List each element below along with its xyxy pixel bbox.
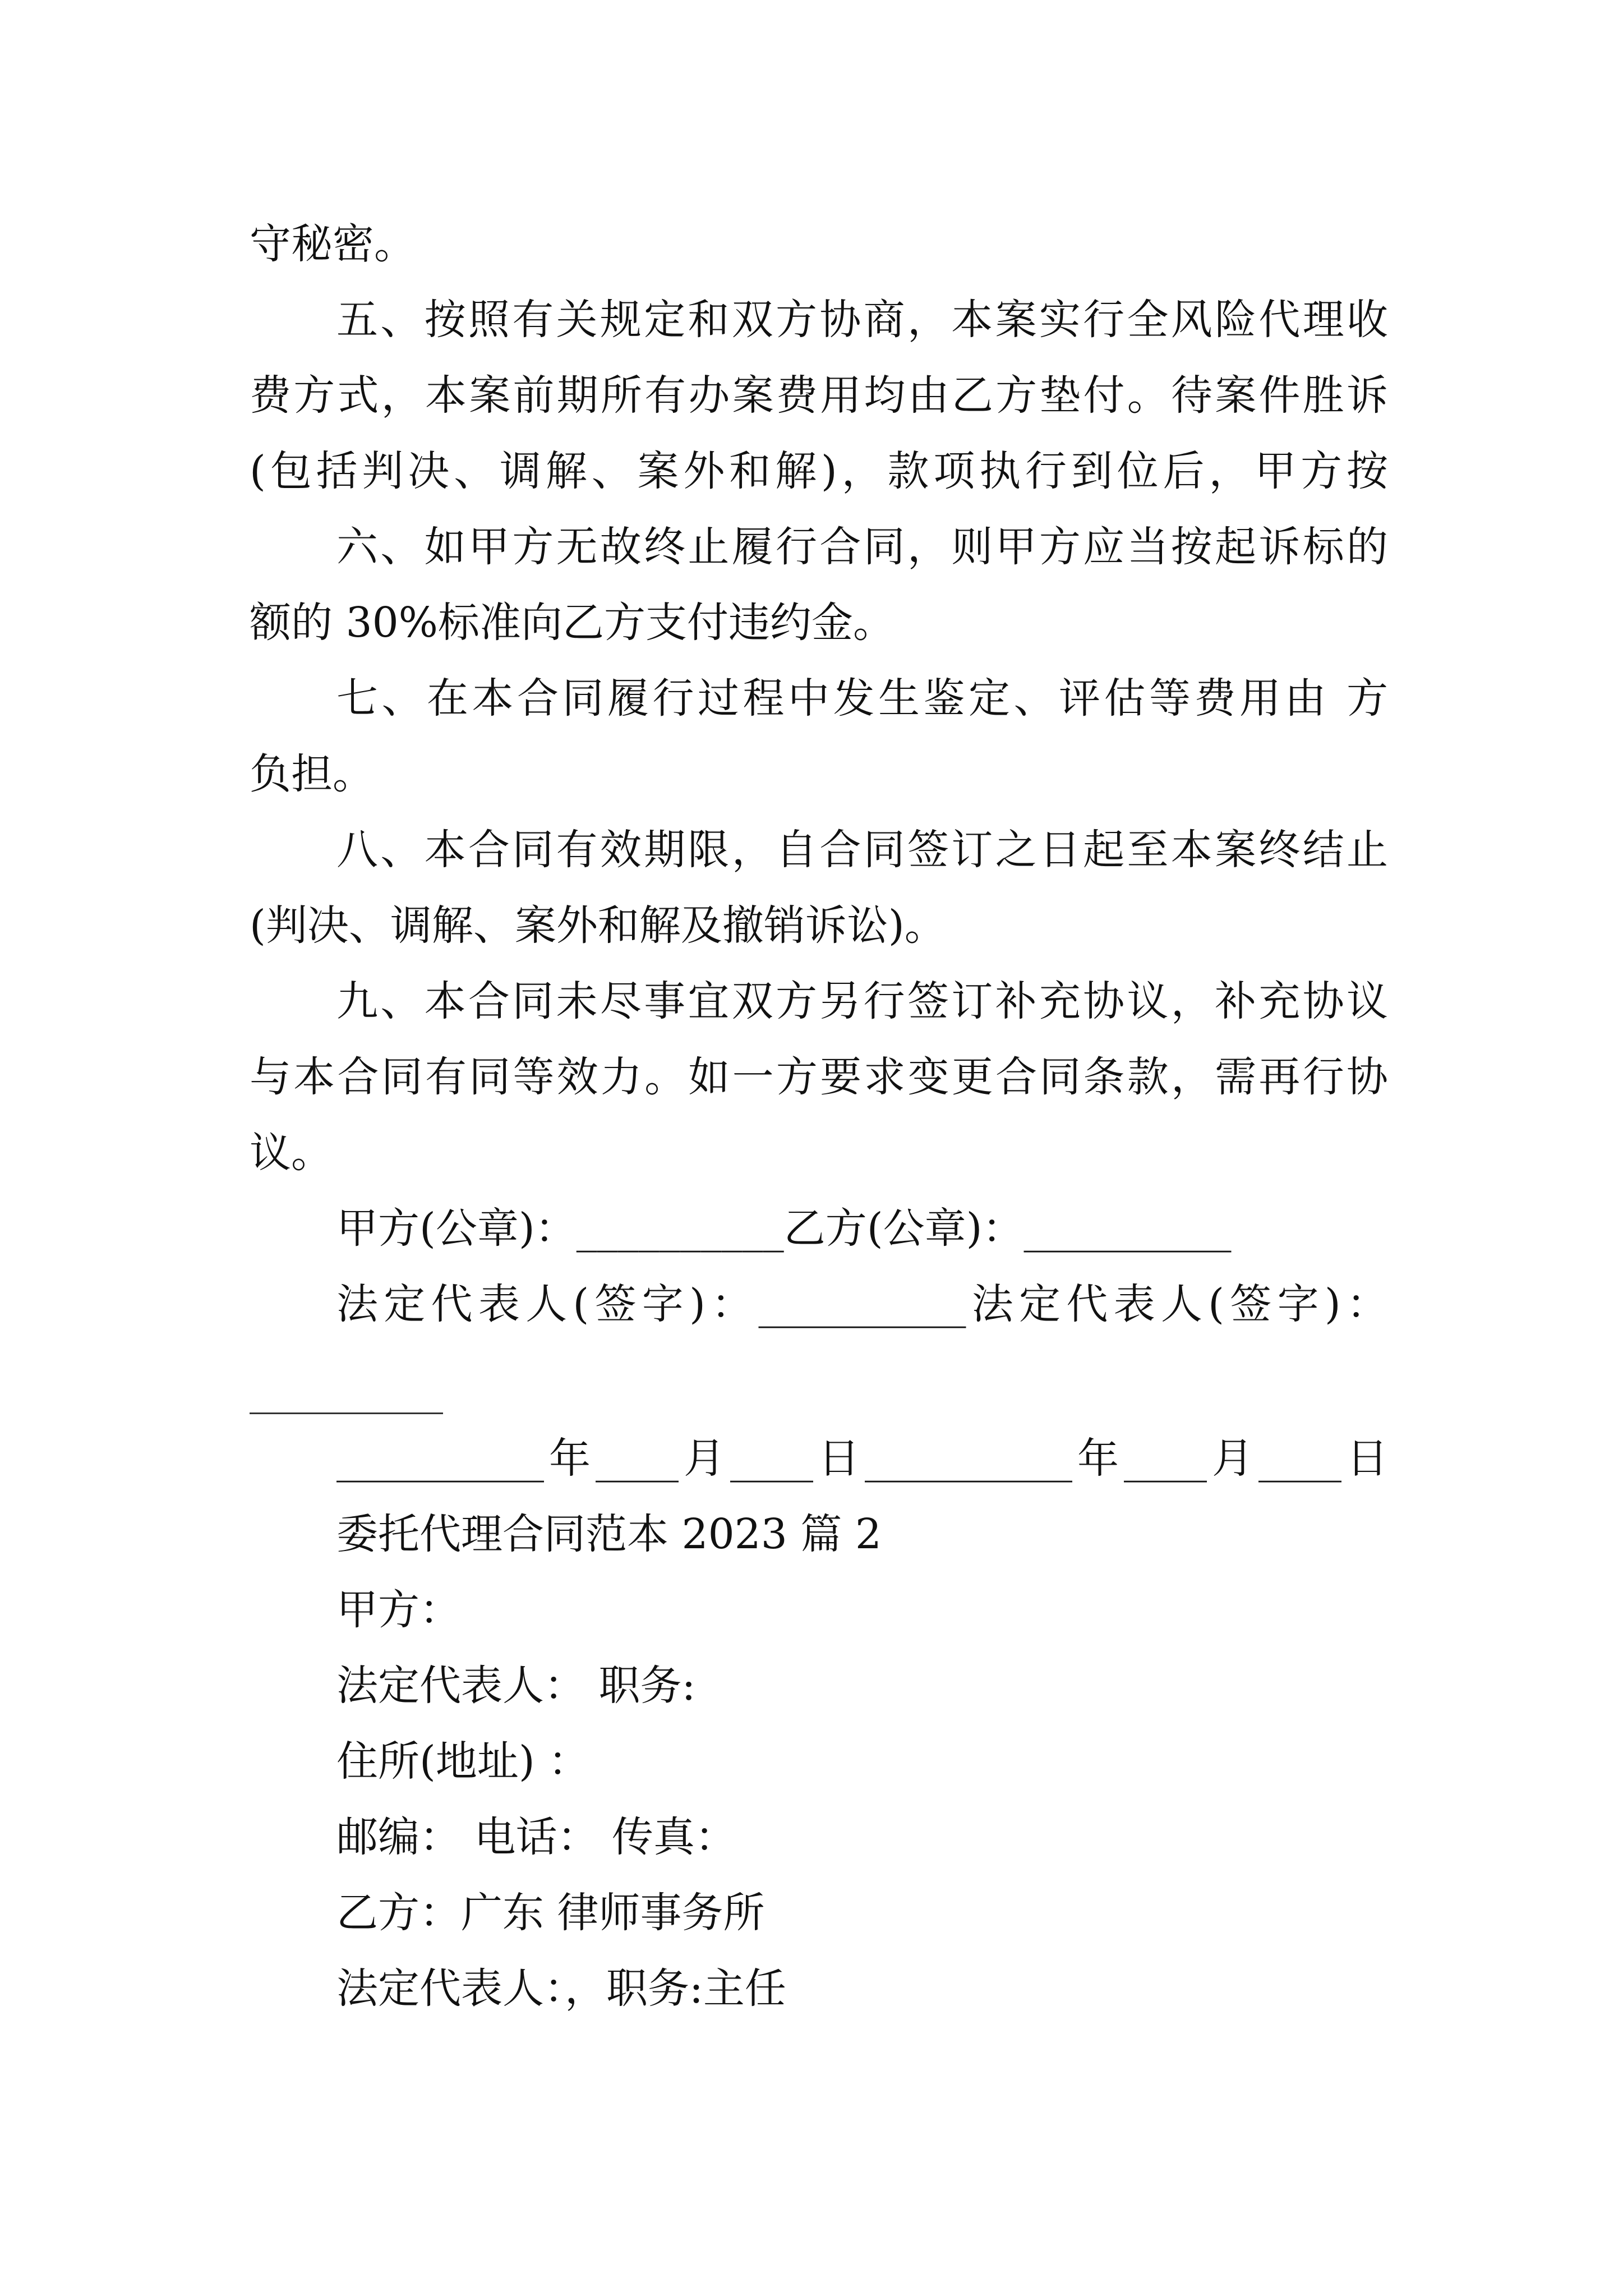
clause-5-line: 五、按照有关规定和双方协商，本案实行全风险代理收: [336, 296, 1388, 344]
clause-7-line: 七、在本合同履行过程中发生鉴定、评估等费用由 方: [336, 674, 1388, 723]
clause-7-line: 负担。: [250, 750, 374, 798]
signature-line: 法定代表人(签字)：__________法定代表人(签字)：: [336, 1280, 1388, 1328]
clause-9-line: 与本合同有同等效力。如一方要求变更合同条款，需再行协: [250, 1053, 1388, 1101]
party-b-label: 乙方：广东 律师事务所: [336, 1889, 765, 1937]
section-heading: 委托代理合同范本 2023 篇 2: [336, 1510, 882, 1558]
party-a-address: 住所(地址) ：: [336, 1737, 590, 1786]
clause-6-line: 六、如甲方无故终止履行合同，则甲方应当按起诉标的: [336, 523, 1388, 571]
paragraph-line: 守秘密。: [250, 220, 416, 268]
party-a-contact: 邮编： 电话： 传真：: [336, 1813, 737, 1861]
clause-9-line: 九、本合同未尽事宜双方另行签订补充协议，补充协议: [336, 977, 1388, 1025]
clause-5-line: 费方式，本案前期所有办案费用均由乙方垫付。待案件胜诉: [250, 371, 1388, 420]
clause-6-line: 额的 30%标准向乙方支付违约金。: [250, 599, 895, 647]
party-a-representative: 法定代表人： 职务:: [336, 1662, 696, 1710]
signature-blank-rule: [250, 1412, 443, 1414]
seal-line: 甲方(公章)：__________乙方(公章)：__________: [336, 1204, 1232, 1253]
clause-5-line: (包括判决、调解、案外和解)，款项执行到位后，甲方按: [250, 447, 1388, 495]
clause-9-line: 议。: [250, 1129, 333, 1177]
clause-8-line: 八、本合同有效期限，自合同签订之日起至本案终结止: [336, 826, 1388, 874]
clause-8-line: (判决、调解、案外和解及撤销诉讼)。: [250, 901, 946, 950]
date-line: __________年____月____日__________年____月____日: [336, 1434, 1388, 1483]
party-a-label: 甲方：: [336, 1586, 461, 1634]
party-b-representative: 法定代表人：，职务:主任: [336, 1964, 786, 2013]
